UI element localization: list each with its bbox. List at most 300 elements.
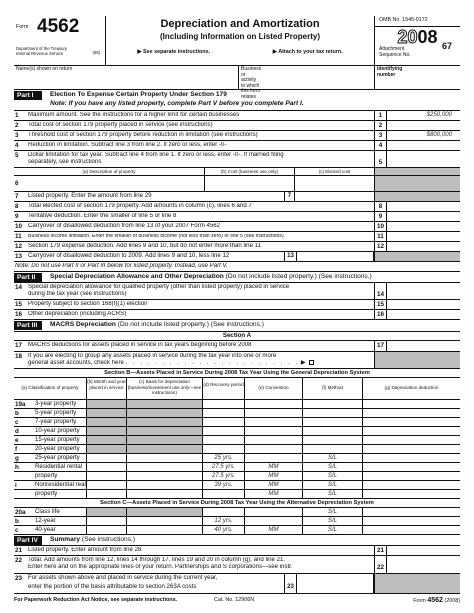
row-text: Class life: [35, 508, 60, 515]
form-title-block: [106, 16, 374, 66]
row-text: 7-year property: [35, 418, 77, 425]
method-cell: S/L: [302, 454, 362, 462]
basis-cell: [126, 508, 202, 516]
section-b-row: [14, 490, 460, 499]
line-text-cont: Enter here and on the appropriate lines of your return. Partnerships and S corporations—see instr.: [28, 564, 293, 570]
box-number: 10: [374, 222, 387, 231]
row-label: h: [15, 464, 19, 471]
line-8: [14, 202, 460, 212]
row-text: 25-year property: [35, 454, 80, 461]
attachment-seq: [375, 41, 460, 58]
section-c-row: [14, 508, 460, 517]
line-18-text2: general asset accounts, check here: [28, 360, 124, 367]
line-text-cont: enter the portion of the basis attributable to section 263A costs: [28, 583, 197, 590]
basis-cell[interactable]: [126, 454, 202, 462]
deduction-cell[interactable]: [362, 481, 460, 489]
row-text: 10-year property: [35, 427, 80, 434]
line-text: If you are electing to group any assets placed in service during the tax year into one or more: [28, 353, 277, 359]
line-number: 16: [15, 311, 23, 318]
part4-title-note: (See instructions.): [81, 536, 136, 543]
instructions-line: [106, 49, 374, 55]
box-number: 13: [284, 252, 296, 261]
col-b-header: (b) Month and year placed in service: [86, 378, 126, 399]
row-label: 20a: [15, 509, 26, 516]
row-text: Nonresidential real: [35, 481, 86, 488]
convention-cell: [244, 445, 302, 453]
part2-header: [14, 271, 460, 283]
deduction-cell[interactable]: [362, 418, 460, 426]
line-22: [14, 556, 460, 574]
col-a-header: (a) Classification of property: [21, 385, 79, 390]
deduction-cell[interactable]: [362, 400, 460, 408]
section-c-row: [14, 526, 460, 535]
basis-cell: [126, 418, 202, 426]
line-14-amount[interactable]: [387, 283, 460, 299]
sequence-number: 67: [441, 41, 452, 51]
line-13-amount[interactable]: [296, 252, 374, 261]
line-12-amount[interactable]: [387, 242, 460, 251]
box-number: 5: [374, 151, 387, 167]
line-text-cont: during the tax year (see instructions): [28, 291, 127, 297]
row-label: c: [15, 527, 19, 534]
line-15: [14, 300, 460, 310]
part3-title-note: (Do not include listed property.) (See instructions.): [117, 321, 264, 328]
deduction-cell[interactable]: [362, 445, 460, 453]
col-a-header: (a) Description of property: [82, 169, 136, 174]
line-text: Tentative deduction. Enter the smaller of line 5 or line 8: [28, 213, 177, 219]
month-year-cell: [86, 409, 126, 417]
part1-note: Note: If you have any listed property, complete Part V before you complete Part I.: [50, 100, 304, 107]
id-label: Identifying number: [377, 66, 403, 78]
footer-form-number: 4562: [427, 597, 443, 604]
convention-cell: [244, 436, 302, 444]
line-23-amount[interactable]: [296, 574, 374, 593]
attachment-label: Attachment: [379, 46, 405, 52]
basis-cell[interactable]: [126, 481, 202, 489]
line-number: 23: [15, 575, 23, 582]
line-5-amount[interactable]: [387, 151, 460, 167]
line-number: 14: [15, 284, 23, 291]
convention-cell: [244, 454, 302, 462]
row-text: 5-year property: [35, 409, 77, 416]
section-b-row: [14, 463, 460, 472]
dept-name: Department of the Treasury: [16, 46, 67, 51]
recovery-period-cell: 27.5 yrs.: [202, 472, 244, 480]
line-number: 18: [15, 353, 23, 360]
part4-title: [50, 536, 135, 543]
business-label: Business or activity to which this form relates: [241, 66, 262, 100]
part4-header: [14, 535, 460, 546]
section-c-row: [14, 517, 460, 526]
deduction-cell[interactable]: [362, 409, 460, 417]
shaded-cell: [374, 574, 460, 593]
convention-cell: MM: [244, 490, 302, 498]
section-a-heading: Section A: [14, 332, 460, 341]
line-text-cont: separately, see instructions: [28, 159, 102, 165]
form-id-box: [14, 16, 106, 66]
tax-year-text: 2008: [397, 27, 438, 47]
box-number: 8: [374, 202, 387, 211]
footer-year: (2008): [444, 598, 460, 604]
line-23: [14, 574, 460, 594]
line-16: [14, 310, 460, 320]
recovery-period-cell: 27.5 yrs.: [202, 463, 244, 471]
line-text: Listed property. Enter the amount from line 29: [28, 192, 152, 199]
deduction-cell[interactable]: [362, 490, 460, 498]
recovery-period-cell: 12 yrs.: [202, 517, 244, 525]
line-7: [14, 192, 460, 202]
shaded-cell: [374, 352, 460, 368]
month-year-cell[interactable]: [86, 517, 126, 525]
line-7-amount[interactable]: [294, 192, 374, 201]
section-b-columns: [14, 378, 460, 400]
part3-title: [50, 321, 264, 328]
omb-number: OMB No. 1545-0172: [375, 16, 460, 27]
section-b-row: [14, 409, 460, 418]
irs-name: Internal Revenue Service: [16, 51, 64, 57]
form-4562: [14, 16, 460, 607]
month-year-cell[interactable]: [86, 472, 126, 480]
recovery-period-cell: [202, 508, 244, 516]
part1-note2: [14, 262, 460, 271]
part1-header: [14, 90, 460, 111]
month-year-cell: [86, 508, 126, 516]
line-number: 5: [15, 152, 19, 159]
basis-cell[interactable]: [126, 526, 202, 534]
col-c-header: (c) Basis for depreciation (business/investment use only—see instructions): [126, 378, 202, 399]
sequence-label: Sequence No.: [379, 51, 411, 58]
part3-tag: Part III: [14, 321, 42, 330]
line-text: For assets shown above and placed in service during the current year,: [28, 574, 218, 581]
line-number: 12: [15, 243, 23, 250]
box-number: 7: [284, 192, 294, 201]
shaded-cell: [374, 192, 460, 201]
convention-cell: [244, 409, 302, 417]
month-year-cell[interactable]: [86, 490, 126, 498]
deduction-cell[interactable]: [362, 436, 460, 444]
recovery-period-cell: [202, 427, 244, 435]
paperwork-notice: For Paperwork Reduction Act Notice, see separate instructions.: [14, 597, 178, 603]
deduction-cell[interactable]: [362, 454, 460, 462]
deduction-cell[interactable]: [362, 508, 460, 516]
box-number: 23: [284, 574, 296, 593]
line-13: [14, 252, 460, 262]
row-text: 3-year property: [35, 400, 77, 407]
line-17-amount[interactable]: [387, 341, 460, 351]
row-text: 15-year property: [35, 436, 80, 443]
deduction-cell[interactable]: [362, 463, 460, 471]
recovery-period-cell: 39 yrs.: [202, 481, 244, 489]
line-11: [14, 232, 460, 242]
section-b-row: [14, 436, 460, 445]
row-text: property: [35, 490, 58, 497]
box-number: 17: [374, 341, 387, 351]
line-4-amount[interactable]: [387, 141, 460, 150]
deduction-cell[interactable]: [362, 427, 460, 435]
line-3: [14, 131, 460, 141]
method-cell: S/L: [302, 526, 362, 534]
basis-cell: [126, 427, 202, 435]
row-text: 40-year: [35, 526, 56, 533]
line-3-amount[interactable]: $800,000: [426, 131, 452, 138]
line-number: 6: [15, 180, 19, 187]
section-b-row: [14, 481, 460, 490]
line-number: 13: [15, 253, 23, 260]
footer-form-word: Form: [413, 598, 426, 604]
row-text: 12-year: [35, 517, 56, 524]
line-text: Listed property. Enter amount from line 28: [28, 547, 142, 553]
month-year-cell: [86, 418, 126, 426]
line-1: [14, 111, 460, 121]
line-8-amount[interactable]: [387, 202, 460, 211]
row-label: 19a: [15, 401, 26, 408]
row-label: f: [15, 446, 18, 453]
line-number: 4: [15, 142, 19, 149]
row-text: property: [35, 472, 58, 479]
form-footer: [14, 597, 460, 603]
section-b-row: [14, 400, 460, 409]
line-10: [14, 222, 460, 232]
line-text-cont: [28, 360, 368, 367]
basis-cell[interactable]: [126, 472, 202, 480]
row-label: i: [15, 482, 17, 489]
deduction-cell[interactable]: [362, 517, 460, 525]
names-label: Name(s) shown on return: [16, 66, 73, 72]
recovery-period-cell: [202, 400, 244, 408]
line-text: Section 179 expense deduction. Add lines 9 and 10, but do not enter more than line 11: [28, 243, 261, 249]
line-1-amount[interactable]: $250,000: [426, 111, 452, 118]
method-cell: [302, 409, 362, 417]
group-assets-checkbox[interactable]: [309, 360, 314, 365]
line-text: Threshold cost of section 179 property before reduction in limitation (see instructions): [28, 132, 258, 138]
method-cell: [302, 418, 362, 426]
line-12: [14, 242, 460, 252]
agency-code: (99): [92, 50, 100, 55]
instruction-2: ▶ Attach to your tax return.: [272, 49, 343, 56]
line-text: Dollar limitation for tax year. Subtract line 4 from line 1. If zero or less, enter -0-. If married filing: [28, 152, 284, 158]
line-number: 1: [15, 112, 19, 119]
line-text: Other depreciation (including ACRS): [28, 311, 127, 317]
line-15-amount[interactable]: [387, 300, 460, 309]
instruction-1: ▶ See separate instructions.: [137, 49, 211, 56]
month-year-cell: [86, 427, 126, 435]
box-number: 16: [374, 310, 387, 319]
line-9: [14, 212, 460, 222]
section-b-row: [14, 427, 460, 436]
line-14: [14, 283, 460, 300]
convention-cell: [244, 400, 302, 408]
line6-header: [14, 168, 460, 176]
method-cell: S/L: [302, 472, 362, 480]
line-2-amount[interactable]: [387, 121, 460, 130]
row-label: b: [15, 410, 19, 417]
box-number: 3: [374, 131, 387, 140]
convention-cell: [244, 427, 302, 435]
method-cell: S/L: [302, 508, 362, 516]
part3-header: [14, 320, 460, 332]
omb-block: [374, 16, 460, 66]
row-label: b: [15, 518, 19, 525]
recovery-period-cell: [202, 418, 244, 426]
box-number: 21: [374, 546, 387, 555]
leader-dots: . . . . . . . . . . . . . . . . . . . . . . . .: [125, 360, 300, 367]
col-e-header: (e) Convention: [244, 378, 302, 399]
row-text: 20-year property: [35, 445, 80, 452]
section-c-heading: Section C—Assets Placed in Service During 2008 Tax Year Using the Alternative Depreciation System: [14, 499, 460, 508]
box-number: 2: [374, 121, 387, 130]
part2-title: [50, 273, 372, 280]
part3-title-main: MACRS Depreciation: [50, 321, 116, 328]
col-b-header: (b) Cost (business use only): [204, 168, 294, 175]
part1-title: Election To Expense Certain Property Under Section 179: [50, 91, 227, 98]
recovery-period-cell: [202, 490, 244, 498]
deduction-cell[interactable]: [362, 526, 460, 534]
line-text: MACRS deductions for assets placed in service in tax years beginning before 2008: [28, 342, 252, 348]
arrow-icon: ▶: [300, 360, 306, 367]
line-text: Maximum amount. See the instructions for a higher limit for certain businesses: [28, 112, 240, 118]
basis-cell: [126, 409, 202, 417]
line-2: [14, 121, 460, 131]
part2-title-main: Special Depreciation Allowance and Other Depreciation: [50, 273, 224, 280]
recovery-period-cell: [202, 445, 244, 453]
line-6-row: [14, 176, 460, 192]
footer-form-id: [413, 597, 460, 605]
section-b-row: [14, 472, 460, 481]
box-number: 22: [374, 556, 387, 573]
form-number: 4562: [37, 16, 80, 37]
agency: [16, 46, 104, 57]
part4-tag: Part IV: [14, 536, 42, 545]
cat-number: Cat. No. 12906N: [214, 597, 255, 603]
line-text: Total elected cost of section 179 property. Add amounts in column (c), lines 6 and 7: [28, 203, 252, 209]
shaded-cell: [374, 176, 460, 191]
box-number: 12: [374, 242, 387, 251]
line-18: [14, 352, 460, 369]
line-9-amount[interactable]: [387, 212, 460, 221]
box-number: 4: [374, 141, 387, 150]
form-word: Form: [16, 24, 29, 30]
convention-cell: MM: [244, 526, 302, 534]
recovery-period-cell: [202, 436, 244, 444]
method-cell: [302, 400, 362, 408]
line-6-elected[interactable]: [294, 176, 374, 191]
method-cell: S/L: [302, 517, 362, 525]
line-21: [14, 546, 460, 556]
line-text: Business income limitation. Enter the smaller of business income (not less than zero) or line 5 (see instructions): [28, 234, 284, 239]
line-10-amount[interactable]: [387, 222, 460, 231]
month-year-cell: [86, 445, 126, 453]
basis-cell[interactable]: [126, 517, 202, 525]
col-c-header: (c) Elected cost: [294, 168, 374, 175]
line-4: [14, 141, 460, 151]
box-number: 1: [374, 111, 387, 120]
business-field[interactable]: [238, 66, 262, 100]
col-d-header: (d) Recovery period: [202, 378, 244, 399]
box-number: 15: [374, 300, 387, 309]
line-number: 21: [15, 547, 23, 554]
recovery-period-cell: 40 yrs.: [202, 526, 244, 534]
basis-cell: [126, 400, 202, 408]
convention-cell: MM: [244, 463, 302, 471]
recovery-period-cell: [202, 409, 244, 417]
line-11-amount[interactable]: [387, 232, 460, 241]
box-number: 9: [374, 212, 387, 221]
convention-cell: [244, 418, 302, 426]
line-number: 8: [15, 203, 19, 210]
form-subtitle: (Including Information on Listed Property): [160, 32, 320, 42]
convention-cell: [244, 517, 302, 525]
box-number: 11: [374, 232, 387, 241]
part2-title-note: (Do not include listed property.) (See instructions.): [225, 273, 372, 280]
line-text: Property subject to section 168(f)(1) election: [28, 301, 148, 307]
basis-cell: [126, 436, 202, 444]
line-6-cost[interactable]: [204, 176, 294, 191]
line-number: 15: [15, 301, 23, 308]
line-16-amount[interactable]: [387, 310, 460, 319]
line-number: 9: [15, 213, 19, 220]
convention-cell: [244, 508, 302, 516]
shaded-cell: [374, 168, 460, 175]
line-number: 2: [15, 122, 19, 129]
form-header: [14, 16, 460, 66]
month-year-cell[interactable]: [86, 454, 126, 462]
line-text: Special depreciation allowance for qualified property (other than listed property) placed in service: [28, 284, 290, 290]
recovery-period-cell: 25 yrs.: [202, 454, 244, 462]
line-17: [14, 341, 460, 352]
month-year-cell[interactable]: [86, 463, 126, 471]
month-year-cell: [86, 400, 126, 408]
line-text: Carryover of disallowed deduction to 2009. Add lines 9 and 10, less line 12: [28, 252, 230, 259]
part1-tag: Part I: [14, 91, 42, 100]
basis-cell[interactable]: [126, 490, 202, 498]
method-cell: S/L: [302, 481, 362, 489]
line-number: 11: [15, 233, 22, 240]
month-year-cell[interactable]: [86, 481, 126, 489]
line-number: 10: [15, 223, 23, 230]
part4-title-main: Summary: [50, 536, 81, 543]
section-b-row: [14, 418, 460, 427]
month-year-cell[interactable]: [86, 526, 126, 534]
row-label: c: [15, 419, 19, 426]
method-cell: S/L: [302, 490, 362, 498]
method-cell: [302, 436, 362, 444]
line-text: Total. Add amounts from line 12, lines 14 through 17, lines 19 and 20 in column (g), and line 21.: [28, 557, 286, 563]
row-label: g: [15, 455, 19, 462]
section-b-heading: Section B—Assets Placed in Service During 2008 Tax Year Using the General Depreciation System: [14, 369, 460, 378]
line-text: Reduction in limitation. Subtract line 3 from line 2. If zero or less, enter -0-: [28, 142, 227, 148]
convention-cell: MM: [244, 472, 302, 480]
line-21-amount[interactable]: [387, 546, 460, 555]
form-title: Depreciation and Amortization: [160, 18, 320, 30]
id-number-field[interactable]: [374, 66, 403, 90]
deduction-cell[interactable]: [362, 472, 460, 480]
box-number: 14: [374, 283, 387, 299]
part2-tag: Part II: [14, 273, 42, 282]
row-label: d: [15, 428, 19, 435]
basis-cell[interactable]: [126, 463, 202, 471]
section-b-row: [14, 454, 460, 463]
col-g-header: (g) Depreciation deduction: [362, 378, 460, 399]
line-number: 17: [15, 342, 23, 349]
row-text: Residential rental: [35, 463, 83, 470]
section-b-row: [14, 445, 460, 454]
method-cell: S/L: [302, 463, 362, 471]
month-year-cell: [86, 436, 126, 444]
line-22-amount[interactable]: [387, 556, 460, 573]
method-cell: [302, 445, 362, 453]
note-text: Note: Do not use Part II or Part III below for listed property. Instead, use Part V.: [15, 263, 228, 269]
line-number: 7: [15, 193, 19, 200]
